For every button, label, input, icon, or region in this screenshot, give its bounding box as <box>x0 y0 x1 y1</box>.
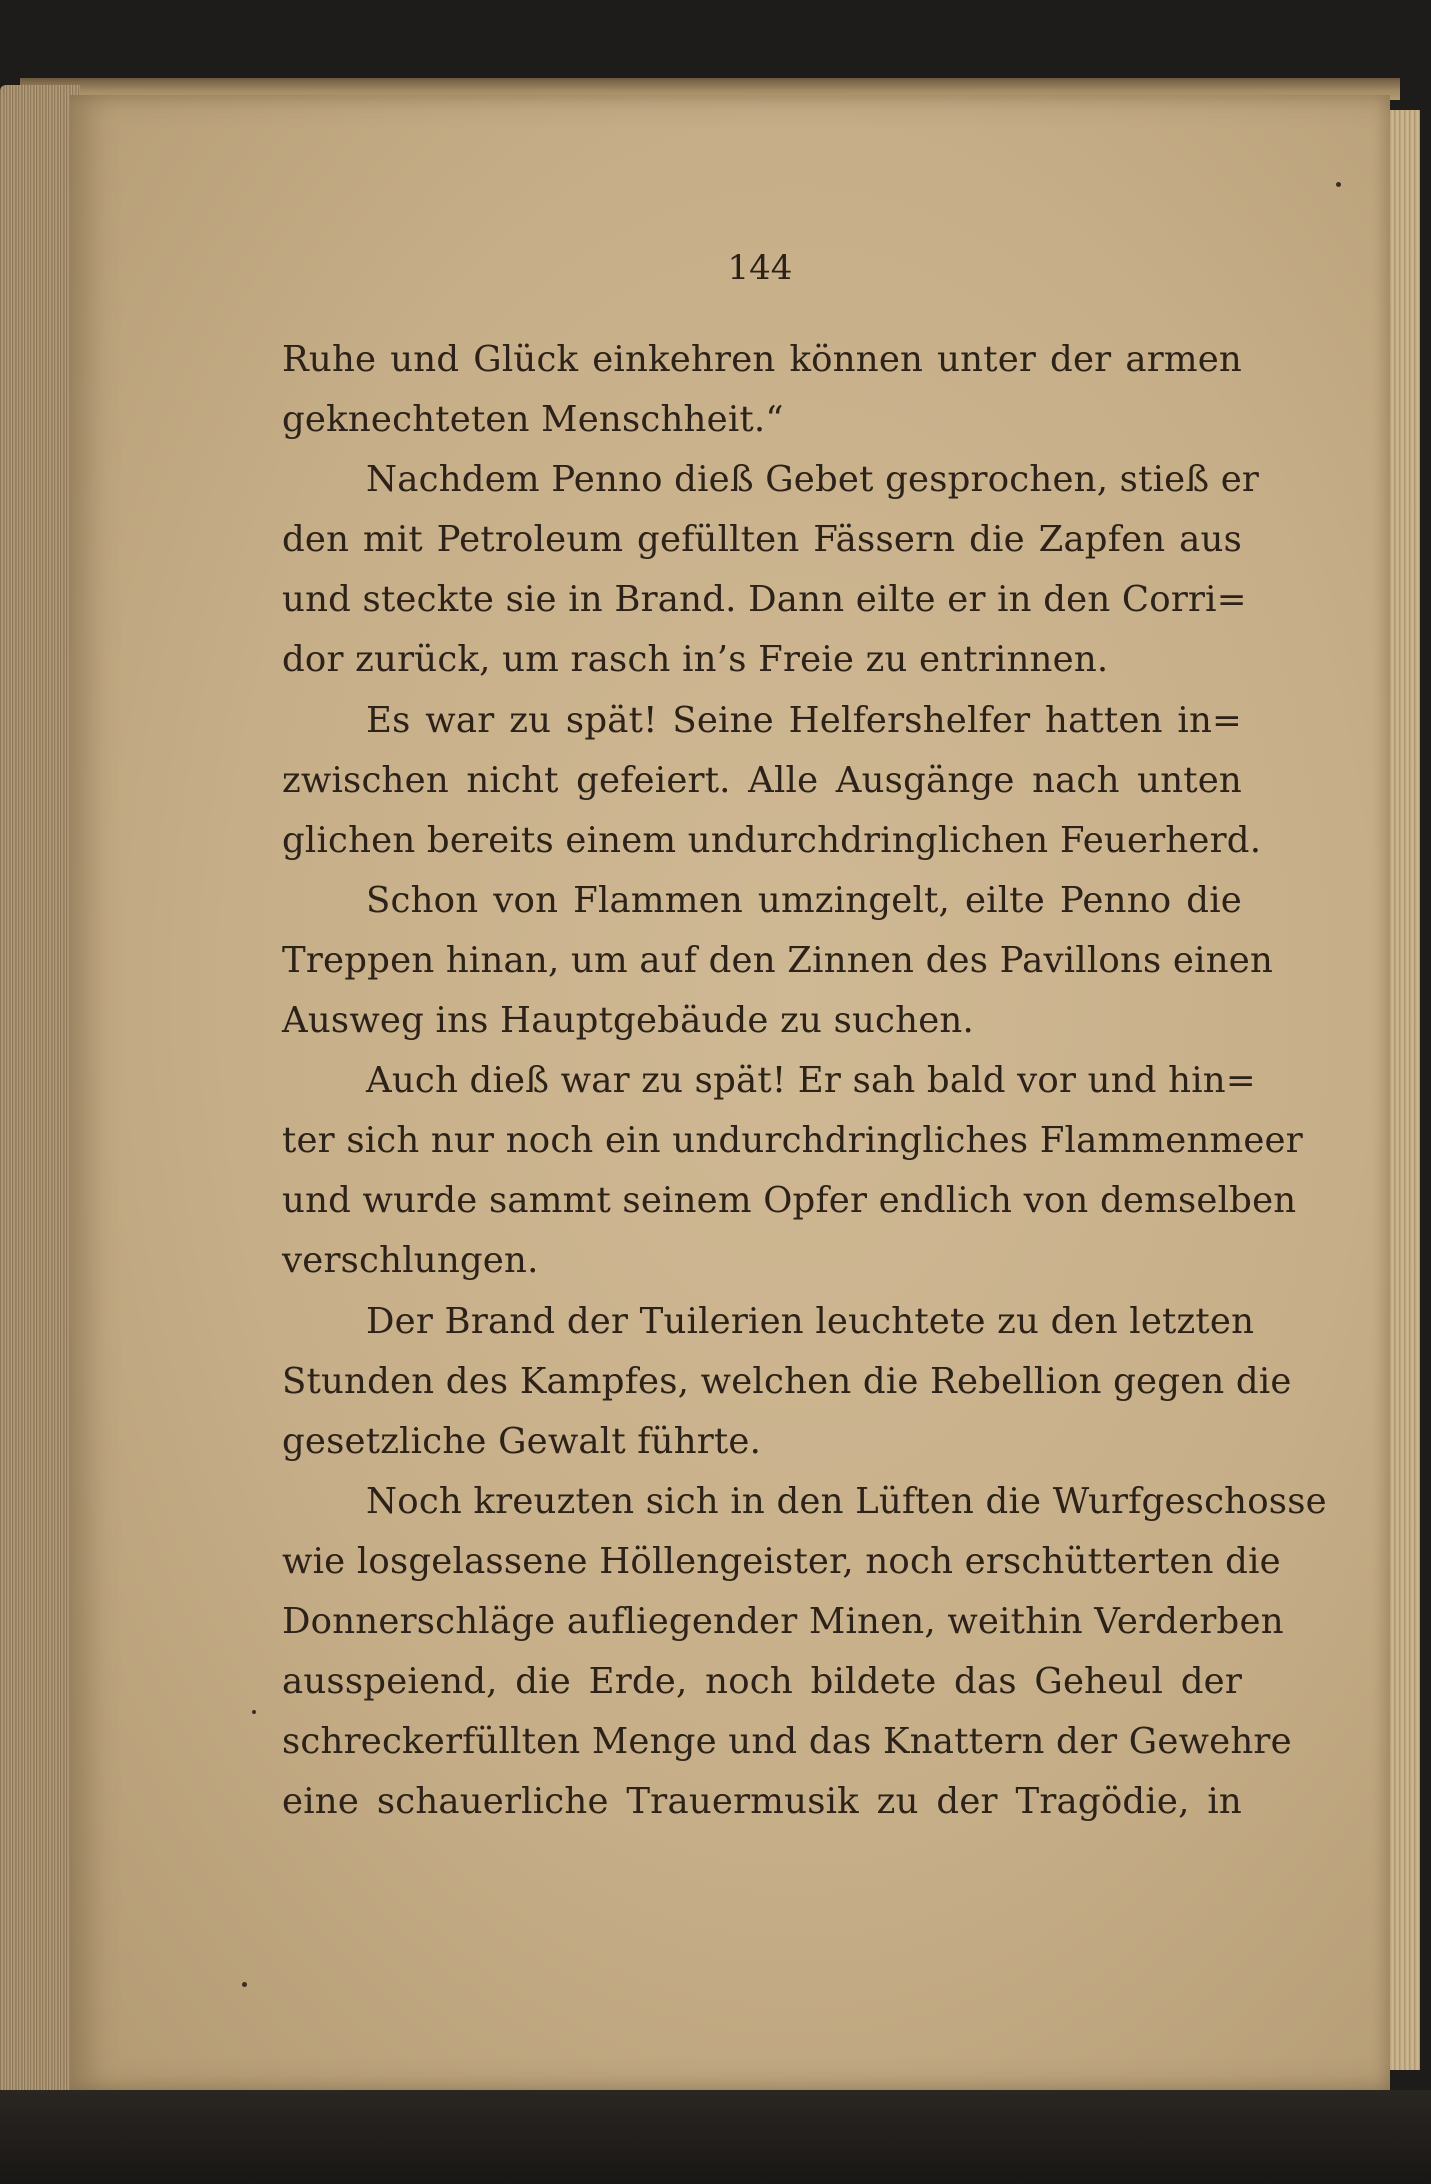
paragraph <box>282 871 1274 1051</box>
page-number: 144 <box>727 248 793 288</box>
text-line: ausspeiend, die Erde, noch bildete das Geheul der <box>282 1661 1242 1703</box>
paper-speck <box>242 1982 247 1987</box>
text-line: den mit Petroleum gefüllten Fässern die Zapfen aus <box>282 519 1242 561</box>
text-line: gesetzliche Gewalt führte. <box>282 1420 762 1462</box>
page-body-text <box>282 330 1327 1832</box>
paragraph <box>282 691 1262 871</box>
text-line: und wurde sammt seinem Opfer endlich von demselben <box>282 1180 1297 1222</box>
text-line: wie losgelassene Höllengeister, noch erschütterten die <box>282 1540 1281 1582</box>
text-line: Stunden des Kampfes, welchen die Rebellion gegen die <box>282 1360 1292 1402</box>
book-cover-edge <box>0 2090 1431 2184</box>
text-line: ter sich nur noch ein undurchdringliches Flammenmeer <box>282 1120 1303 1162</box>
text-line: dor zurück, um rasch in’s Freie zu entrinnen. <box>282 639 1109 681</box>
paragraph <box>282 330 1242 450</box>
text-line: Es war zu spät! Seine Helfershelfer hatten in= <box>366 699 1242 741</box>
text-line: schreckerfüllten Menge und das Knattern der Gewehre <box>282 1721 1292 1763</box>
book-page-stack <box>0 85 80 2095</box>
paragraph <box>282 1051 1303 1291</box>
text-line: Donnerschläge aufliegender Minen, weithin Verderben <box>282 1600 1284 1642</box>
text-line: Treppen hinan, um auf den Zinnen des Pavillons einen <box>282 939 1274 981</box>
text-line: verschlungen. <box>282 1240 539 1282</box>
text-line: Der Brand der Tuilerien leuchtete zu den letzten <box>366 1300 1255 1342</box>
text-line: Schon von Flammen umzingelt, eilte Penno die <box>366 879 1242 921</box>
text-line: Noch kreuzten sich in den Lüften die Wurfgeschosse <box>366 1480 1327 1522</box>
paper-speck <box>1336 182 1341 187</box>
text-line: eine schauerliche Trauermusik zu der Tragödie, in <box>282 1781 1242 1823</box>
text-line: und steckte sie in Brand. Dann eilte er in den Corri= <box>282 579 1247 621</box>
text-line: geknechteten Menschheit.“ <box>282 399 784 441</box>
text-line: glichen bereits einem undurchdringlichen Feuerherd. <box>282 819 1262 861</box>
paper-speck <box>252 1710 256 1714</box>
text-line: Nachdem Penno dieß Gebet gesprochen, stieß er <box>366 459 1260 501</box>
text-line: zwischen nicht gefeiert. Alle Ausgänge nach unten <box>282 759 1242 801</box>
paragraph <box>282 1472 1327 1833</box>
text-line: Auch dieß war zu spät! Er sah bald vor und hin= <box>366 1060 1256 1102</box>
paragraph <box>282 1292 1292 1472</box>
paragraph <box>282 450 1260 690</box>
text-line: Ruhe und Glück einkehren können unter der armen <box>282 339 1242 380</box>
text-line: Ausweg ins Hauptgebäude zu suchen. <box>282 1000 974 1042</box>
